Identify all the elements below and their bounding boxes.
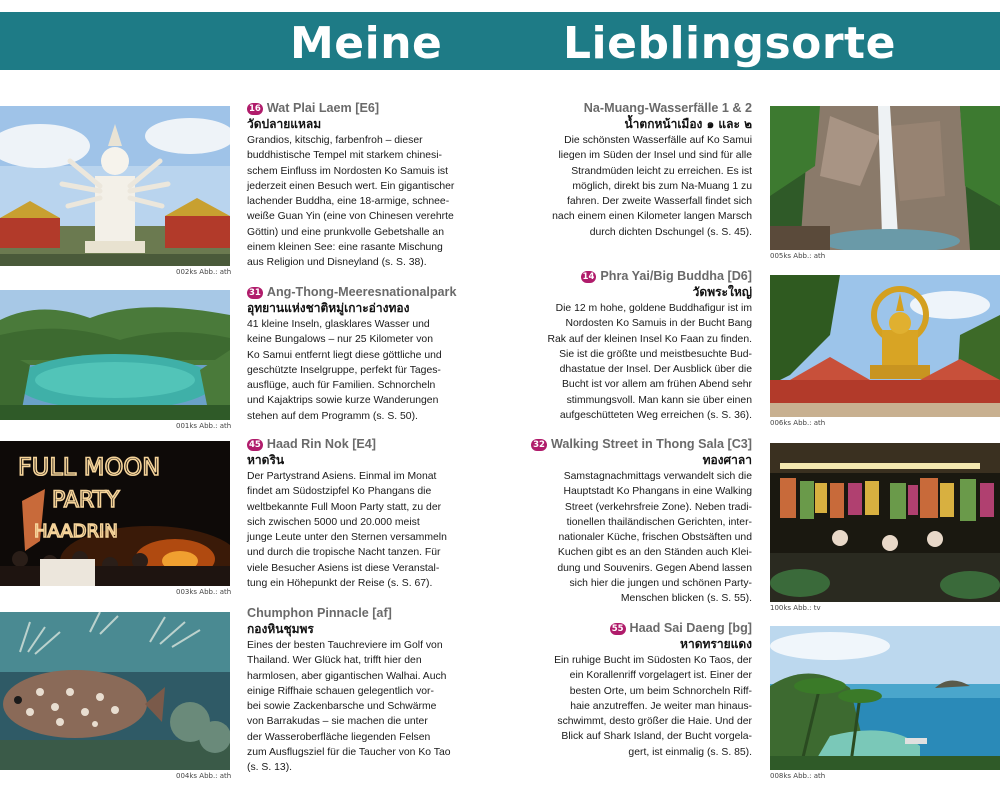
body-line: schwimmt, desto größer die Haie. Und der xyxy=(557,716,752,728)
body-line: dhastatue der Insel. Der Ausblick über die xyxy=(559,364,752,376)
photo-haad-sai-daeng xyxy=(770,626,1000,770)
body-line: stehen auf dem Programm (s. S. 50). xyxy=(247,410,418,422)
header-word-lieblingsorte: Lieblingsorte xyxy=(563,18,896,69)
body-line: ein Korallenriff vorgelagert ist. Einer der xyxy=(569,670,752,682)
entry-haad-rin-nok xyxy=(247,437,505,591)
entry-thai-name: น้ำตกหน้าเมือง ๑ และ ๒ xyxy=(624,117,752,131)
body-line: fahren. Der zweite Wasserfall findet sich xyxy=(567,196,752,208)
body-line: Strandmüden leicht zu erreichen. Es ist xyxy=(571,165,752,177)
entry-body xyxy=(498,653,752,760)
body-line: schem Einfluss im Nordosten Ko Samuis ist xyxy=(247,165,448,177)
photo-credit: 005ks Abb.: ath xyxy=(770,252,826,260)
entry-title xyxy=(498,437,752,452)
body-line: Kuchen gibt es an den Ständen auch Klei- xyxy=(557,547,752,559)
photo-chumphon-pinnacle xyxy=(0,612,230,770)
entry-haad-sai-daeng xyxy=(498,621,752,760)
photo-walking-street xyxy=(770,443,1000,602)
entry-ang-thong xyxy=(247,285,505,424)
body-line: Der Partystrand Asiens. Einmal im Monat xyxy=(247,471,437,482)
body-line: sich hier die jungen und schönen Party- xyxy=(569,578,752,590)
body-line: bei sowie Zackenbarsche und Schwärme xyxy=(247,701,437,713)
entry-title-text: Haad Sai Daeng [bg] xyxy=(629,621,752,635)
body-line: haie anzutreffen. Je weiter man hinaus- xyxy=(570,700,752,712)
location-number-badge: 55 xyxy=(611,624,624,634)
body-line: durch dichten Dschungel (s. S. 45). xyxy=(589,226,752,238)
body-line: Hauptstadt Ko Phangans in eine Walking xyxy=(563,486,752,498)
body-line: findet am Südostzipfel Ko Phangans die xyxy=(247,486,432,498)
entry-big-buddha xyxy=(498,269,752,423)
body-line: harmlosen, aber gigantischen Walhai. Auch xyxy=(247,670,447,682)
entry-body xyxy=(247,317,505,424)
location-number-badge: 31 xyxy=(249,288,261,298)
body-line: einige Riffhaie schauen gelegentlich vor- xyxy=(247,685,434,697)
entry-title-text: Na-Muang-Wasserfälle 1 & 2 xyxy=(583,101,752,115)
sign-line: PARTY xyxy=(52,488,120,513)
body-line: weltbekannte Full Moon Party statt, zu der xyxy=(247,501,442,513)
location-number-badge: 32 xyxy=(533,440,545,450)
entry-body xyxy=(498,469,752,607)
body-line: besten Orte, um beim Schnorcheln Riff- xyxy=(569,685,752,697)
body-line: tionellen thailändischen Gerichten, inter- xyxy=(566,516,752,528)
photo-credit: 001ks Abb.: ath xyxy=(176,422,232,430)
entry-title-text: Phra Yai/Big Buddha [D6] xyxy=(600,269,752,283)
body-line: Nordosten Ko Samuis in der Bucht Bang xyxy=(565,318,752,330)
body-line: 41 kleine Inseln, glasklares Wasser und xyxy=(247,319,430,330)
body-line: junge Leute unter den Sternen versammeln xyxy=(247,532,447,544)
body-line: möglich, direkt bis zum Na-Muang 1 zu xyxy=(572,180,752,192)
body-line: ausflüge, auch für Familien. Schnorcheln xyxy=(247,380,436,392)
photo-credit: 002ks Abb.: ath xyxy=(176,268,232,276)
body-line: sich zwischen 5000 und 20.000 meist xyxy=(247,516,420,528)
body-line: liegen im Süden der Insel und sind für alle xyxy=(558,150,752,162)
entry-title xyxy=(498,621,752,636)
body-line: Sie ist die größte und meistbesuchte Bud- xyxy=(559,348,752,360)
photo-credit: 008ks Abb.: ath xyxy=(770,772,826,780)
body-line: aus Religion und Disneyland (s. S. 38). xyxy=(247,257,427,269)
entry-body xyxy=(498,301,752,423)
body-line: Blick auf Shark Island, der Bucht vorgela- xyxy=(561,731,752,743)
photo-credit: 006ks Abb.: ath xyxy=(770,419,826,427)
body-line: Thailand. Wer Glück hat, trifft hier den xyxy=(247,655,422,667)
body-line: Rak auf der kleinen Insel Ko Faan zu finden. xyxy=(547,333,752,345)
entry-body xyxy=(247,133,505,271)
header-banner xyxy=(0,12,1000,70)
entry-body xyxy=(498,133,752,240)
body-line: weiße Guan Yin (eine von Chinesen verehrte xyxy=(247,211,454,223)
body-line: aufgeschütteten Weg erreichen (s. S. 36). xyxy=(559,410,752,422)
entry-thai-name: หาดทรายแดง xyxy=(680,637,752,651)
body-line: geschützte Inselgruppe, perfekt für Tages- xyxy=(247,364,441,376)
photo-wat-plai-laem xyxy=(0,106,230,266)
body-line: dung und Souvenirs. Gegen Abend lassen xyxy=(557,562,752,574)
body-line: lachender Buddha, eine 18-armige, schnee- xyxy=(247,196,450,208)
entry-title-text: Chumphon Pinnacle [af] xyxy=(247,606,392,620)
body-line: Menschen blicken (s. S. 55). xyxy=(620,593,752,605)
entry-thai-name: วัดปลายแหลม xyxy=(247,117,322,131)
body-line: Street (verkehrsfreie Zone). Neben tradi- xyxy=(564,501,752,513)
body-line: Ein ruhige Bucht im Südosten Ko Taos, der xyxy=(554,655,752,666)
body-line: Die 12 m hohe, goldene Buddhafigur ist im xyxy=(555,303,752,314)
entry-title-text: Ang-Thong-Meeresnationalpark xyxy=(266,285,457,299)
body-line: jederzeit einen Besuch wert. Ein gigantischer xyxy=(247,180,455,192)
body-line: einem kleinen See: eine rasante Mischung xyxy=(247,242,443,254)
body-line: der Wasseroberfläche liegenden Felsen xyxy=(247,731,431,743)
entry-title-text: Walking Street in Thong Sala [C3] xyxy=(550,437,752,451)
photo-na-muang-waterfall xyxy=(770,106,1000,250)
entry-thai-name: หาดริน xyxy=(247,453,285,467)
body-line: Eines der besten Tauchreviere im Golf von xyxy=(247,640,443,651)
location-number-badge: 14 xyxy=(582,272,595,282)
body-line: nationaler Küche, frischen Obstsäften und xyxy=(558,532,752,544)
entry-title xyxy=(498,101,752,116)
body-line: tung ein Höhepunkt der Reise (s. S. 67). xyxy=(247,578,433,590)
photo-credit: 100ks Abb.: tv xyxy=(770,604,821,612)
photo-credit: 003ks Abb.: ath xyxy=(176,588,232,596)
entry-title xyxy=(498,269,752,284)
body-line: Die schönsten Wasserfälle auf Ko Samui xyxy=(564,135,752,146)
body-line: und durch die tropische Nacht tanzen. Für xyxy=(247,547,441,559)
body-line: Göttin) und eine prunkvolle Gebetshalle an xyxy=(247,226,444,238)
sign-line: HAADRIN xyxy=(34,521,118,542)
photo-full-moon-party xyxy=(0,441,230,586)
body-line: Grandios, kitschig, farbenfroh – dieser xyxy=(247,135,423,146)
body-line: buddhistische Tempel mit starkem chinesi- xyxy=(247,150,443,162)
location-number-badge: 45 xyxy=(249,440,261,450)
entry-title xyxy=(247,606,505,621)
body-line: Samstagnachmittags verwandelt sich die xyxy=(563,471,752,482)
entry-title-text: Wat Plai Laem [E6] xyxy=(266,101,380,115)
photo-ang-thong xyxy=(0,290,230,420)
body-line: (s. S. 13). xyxy=(247,762,293,774)
entry-thai-name: อุทยานแห่งชาติหมู่เกาะอ่างทอง xyxy=(247,301,410,315)
body-line: von Barrakudas – sie machen die unter xyxy=(247,716,428,728)
entry-chumphon-pinnacle xyxy=(247,606,505,776)
entry-title-text: Haad Rin Nok [E4] xyxy=(266,437,377,451)
body-line: Bucht ist vor allem am frühen Abend sehr xyxy=(561,379,752,391)
photo-big-buddha xyxy=(770,275,1000,417)
body-line: und Kajaktrips sowie kurze Wanderungen xyxy=(247,395,439,407)
entry-body xyxy=(247,638,505,776)
entry-title xyxy=(247,437,505,452)
body-line: stimmungsvoll. Man kann sie über einen xyxy=(566,394,752,406)
body-line: Ko Samui entfernt liegt diese göttliche und xyxy=(247,349,442,361)
entry-walking-street xyxy=(498,437,752,607)
body-line: zum Ausflugsziel für die Taucher von Ko Tao xyxy=(247,747,451,759)
entry-thai-name: กองหินชุมพร xyxy=(247,622,314,636)
body-line: gert, ist einmalig (s. S. 85). xyxy=(628,746,752,758)
entry-title xyxy=(247,285,505,300)
entry-thai-name: ทองศาลา xyxy=(702,453,752,467)
entry-wat-plai-laem xyxy=(247,101,505,271)
header-word-meine: Meine xyxy=(290,18,443,69)
body-line: keine Bungalows – nur 25 Kilometer von xyxy=(247,334,433,346)
body-line: nach einem einen Kilometer langen Marsch xyxy=(552,211,752,223)
entry-title xyxy=(247,101,505,116)
entry-thai-name: วัดพระใหญ่ xyxy=(692,285,752,299)
entry-body xyxy=(247,469,505,591)
location-number-badge: 16 xyxy=(249,104,261,114)
sign-line: FULL MOON xyxy=(18,453,161,481)
body-line: viele Besucher Asiens ist diese Veranstal- xyxy=(247,562,440,574)
photo-credit: 004ks Abb.: ath xyxy=(176,772,232,780)
entry-na-muang xyxy=(498,101,752,240)
